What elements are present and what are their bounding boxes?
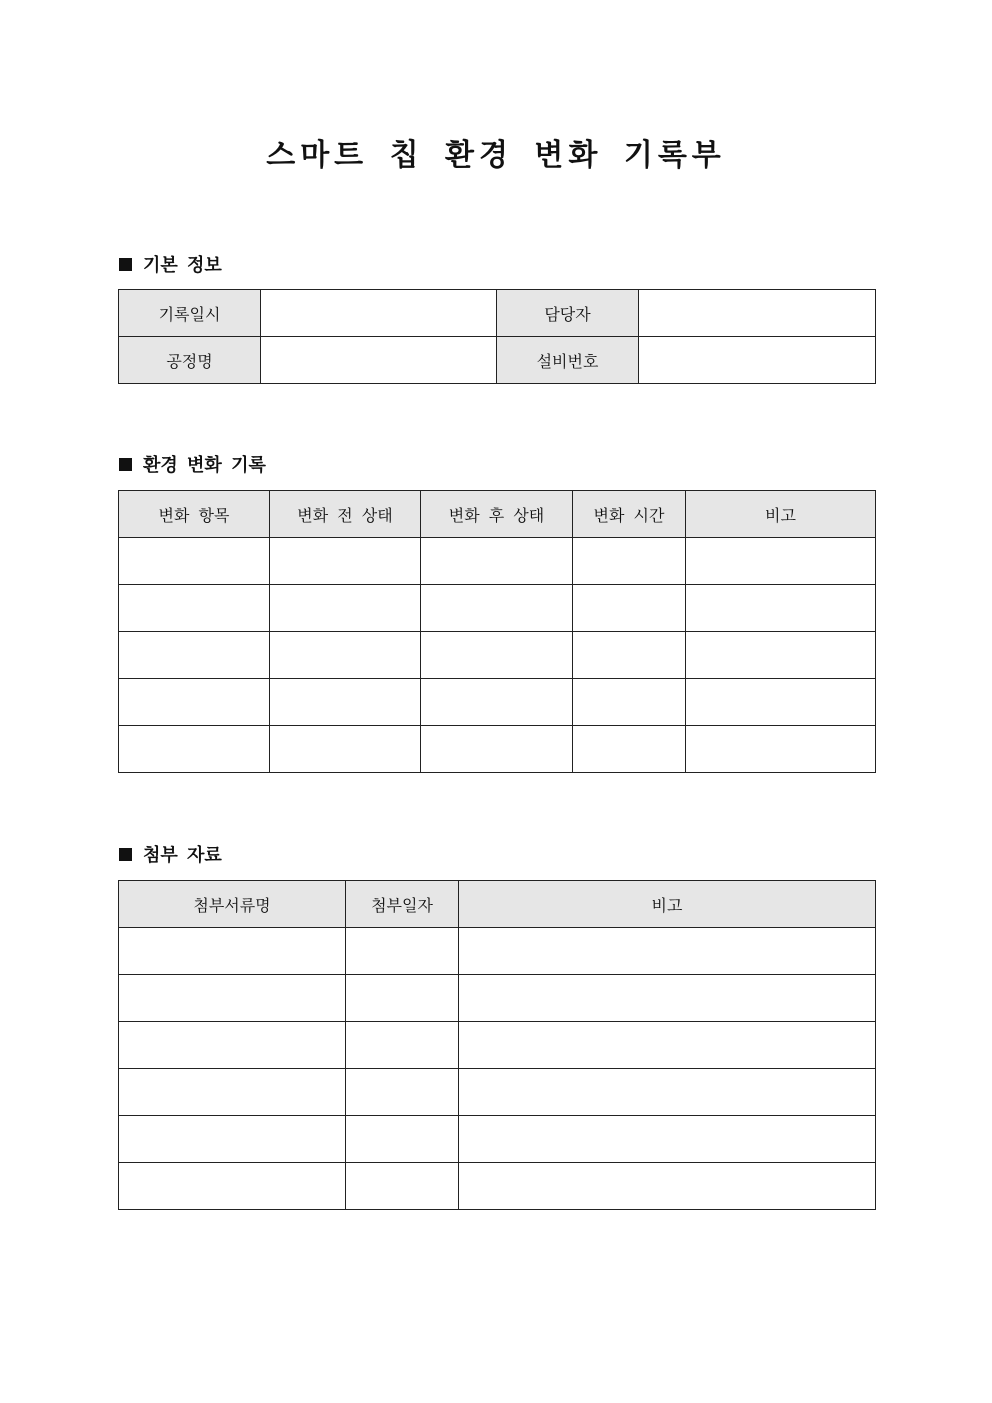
table-row <box>119 632 876 679</box>
table-cell[interactable] <box>119 726 270 773</box>
env-change-rows <box>119 538 876 773</box>
table-row <box>119 975 876 1022</box>
table-cell[interactable] <box>686 679 876 726</box>
section-heading-label: 환경 변화 기록 <box>143 455 266 476</box>
table-cell[interactable] <box>459 1163 876 1210</box>
table-cell[interactable] <box>459 975 876 1022</box>
table-cell[interactable] <box>421 679 573 726</box>
table-cell[interactable] <box>421 538 573 585</box>
table-header-row <box>119 491 876 538</box>
basic-info-table <box>118 289 876 384</box>
table-cell[interactable] <box>270 726 421 773</box>
table-cell[interactable] <box>686 585 876 632</box>
square-bullet-icon <box>119 848 132 861</box>
table-row <box>119 1069 876 1116</box>
table-row <box>119 337 876 384</box>
table-cell[interactable] <box>119 679 270 726</box>
table-cell[interactable] <box>346 1022 459 1069</box>
table-header-row <box>119 881 876 928</box>
section-heading-basic-info <box>119 251 222 277</box>
table-row <box>119 1163 876 1210</box>
process-name-label: 공정명 <box>119 337 261 384</box>
table-cell[interactable] <box>346 1069 459 1116</box>
table-cell[interactable] <box>573 585 686 632</box>
table-cell[interactable] <box>119 928 346 975</box>
table-cell[interactable] <box>119 1022 346 1069</box>
table-cell[interactable] <box>346 975 459 1022</box>
table-cell[interactable] <box>573 679 686 726</box>
table-cell[interactable] <box>119 1163 346 1210</box>
table-cell[interactable] <box>346 928 459 975</box>
equipment-no-label: 설비번호 <box>497 337 639 384</box>
column-header: 비고 <box>686 491 876 538</box>
table-cell[interactable] <box>686 632 876 679</box>
column-header: 변화 항목 <box>119 491 270 538</box>
column-header: 변화 전 상태 <box>270 491 421 538</box>
table-cell[interactable] <box>459 928 876 975</box>
table-cell[interactable] <box>421 632 573 679</box>
table-row <box>119 1116 876 1163</box>
page-title: 스마트 칩 환경 변화 기록부 <box>266 138 726 173</box>
table-cell[interactable] <box>459 1116 876 1163</box>
table-cell[interactable] <box>686 538 876 585</box>
table-cell[interactable] <box>459 1022 876 1069</box>
table-cell[interactable] <box>573 726 686 773</box>
equipment-no-field[interactable] <box>639 337 876 384</box>
table-cell[interactable] <box>270 679 421 726</box>
attachments-table <box>118 880 876 1210</box>
table-row <box>119 585 876 632</box>
square-bullet-icon <box>119 258 132 271</box>
table-cell[interactable] <box>573 632 686 679</box>
table-cell[interactable] <box>119 1116 346 1163</box>
table-cell[interactable] <box>421 585 573 632</box>
section-heading-env-change <box>119 451 266 477</box>
env-change-table <box>118 490 876 773</box>
section-heading-label: 첨부 자료 <box>143 845 222 866</box>
table-cell[interactable] <box>686 726 876 773</box>
table-row <box>119 1022 876 1069</box>
table-cell[interactable] <box>346 1116 459 1163</box>
table-cell[interactable] <box>270 632 421 679</box>
record-datetime-label: 기록일시 <box>119 290 261 337</box>
column-header: 변화 후 상태 <box>421 491 573 538</box>
table-row <box>119 679 876 726</box>
section-heading-label: 기본 정보 <box>143 255 222 276</box>
column-header: 첨부서류명 <box>119 881 346 928</box>
table-cell[interactable] <box>119 632 270 679</box>
attachment-rows <box>119 928 876 1210</box>
table-cell[interactable] <box>119 538 270 585</box>
table-row <box>119 290 876 337</box>
table-cell[interactable] <box>421 726 573 773</box>
table-cell[interactable] <box>119 975 346 1022</box>
table-cell[interactable] <box>119 585 270 632</box>
table-row <box>119 928 876 975</box>
table-cell[interactable] <box>270 585 421 632</box>
column-header: 비고 <box>459 881 876 928</box>
record-datetime-field[interactable] <box>261 290 497 337</box>
table-cell[interactable] <box>573 538 686 585</box>
table-row <box>119 726 876 773</box>
section-heading-attachments <box>119 841 222 867</box>
table-cell[interactable] <box>346 1163 459 1210</box>
column-header: 변화 시간 <box>573 491 686 538</box>
table-row <box>119 538 876 585</box>
table-cell[interactable] <box>270 538 421 585</box>
table-cell[interactable] <box>459 1069 876 1116</box>
process-name-field[interactable] <box>261 337 497 384</box>
manager-field[interactable] <box>639 290 876 337</box>
manager-label: 담당자 <box>497 290 639 337</box>
column-header: 첨부일자 <box>346 881 459 928</box>
table-cell[interactable] <box>119 1069 346 1116</box>
square-bullet-icon <box>119 458 132 471</box>
